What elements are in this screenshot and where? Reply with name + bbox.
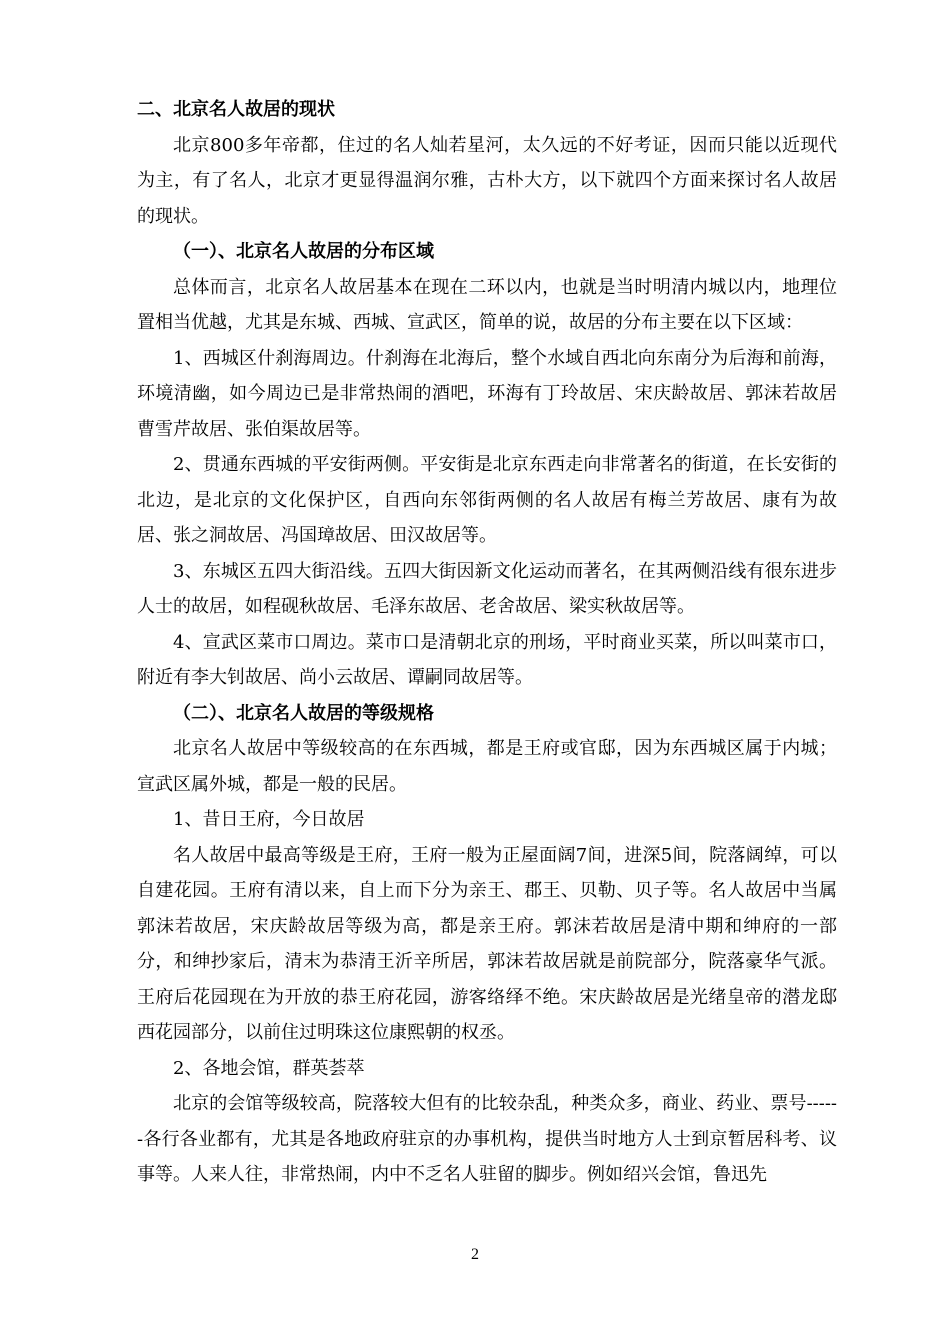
subsection-heading-grade: （二）、北京名人故居的等级规格 [173, 702, 434, 724]
grade-intro: 北京名人故居中等级较高的在东西城，都是王府或官邸，因为东西城区属于内城；宣武区属外城，都是一般的民居。 [137, 738, 837, 795]
grade-sub1-text: 名人故居中最高等级是王府，王府一般为正屋面阔7间，进深5间，院落阔绰，可以自建花园。王府有清以来，自上而下分为亲王、郡王、贝勒、贝子等。名人故居中当属郭沫若故居，宋庆龄故居等级为高，都是亲王府。郭沫若故居是清中期和绅府的一部分，和绅抄家后，清末为恭清王沂辛所居，郭沫若故居就是前院部分，院落豪华气派。王府后花园现在为开放的恭王府花园，游客络绎不绝。宋庆龄故居是光绪皇帝的潜龙邸西花园部分，以前住过明珠这位康熙朝的权丞。 [137, 844, 837, 1043]
distribution-item-3: 3、东城区五四大街沿线。五四大街因新文化运动而著名，在其两侧沿线有很东进步人士的故居，如程砚秋故居、毛泽东故居、老舍故居、梁实秋故居等。 [137, 560, 837, 617]
distribution-item-4: 4、宣武区菜市口周边。菜市口是清朝北京的刑场，平时商业买菜，所以叫菜市口，附近有李大钊故居、尚小云故居、谭嗣同故居等。 [137, 631, 837, 688]
distribution-item-1: 1、西城区什刹海周边。什刹海在北海后，整个水域自西北向东南分为后海和前海，环境清幽，如今周边已是非常热闹的酒吧，环海有丁玲故居、宋庆龄故居、郭沫若故居曹雪芹故居、张伯渠故居等。 [137, 347, 837, 440]
document-body [137, 92, 837, 1193]
grade-sub2-text: 北京的会馆等级较高，院落较大但有的比较杂乱，种类众多，商业、药业、票号------各行各业都有，尤其是各地政府驻京的办事机构，提供当时地方人士到京暂居科考、议事等。人来人往，非常热闹，内中不乏名人驻留的脚步。例如绍兴会馆，鲁迅先 [137, 1093, 837, 1185]
subsection-heading-distribution: （一）、北京名人故居的分布区域 [173, 241, 434, 262]
page-number: 2 [471, 1246, 479, 1263]
distribution-intro: 总体而言，北京名人故居基本在现在二环以内，也就是当时明清内城以内，地理位置相当优越，尤其是东城、西城、宣武区，简单的说，故居的分布主要在以下区域： [137, 276, 837, 333]
intro-paragraph: 北京800多年帝都，住过的名人灿若星河，太久远的不好考证，因而只能以近现代为主，有了名人，北京才更显得温润尔雅，古朴大方，以下就四个方面来探讨名人故居的现状。 [137, 134, 837, 227]
grade-sub1-title: 1、昔日王府，今日故居 [173, 809, 365, 830]
distribution-item-2: 2、贯通东西城的平安街两侧。平安街是北京东西走向非常著名的街道，在长安街的北边，是北京的文化保护区，自西向东邻街两侧的名人故居有梅兰芳故居、康有为故居、张之洞故居、冯国璋故居、田汉故居等。 [137, 454, 837, 546]
grade-sub2-title: 2、各地会馆，群英荟萃 [173, 1057, 365, 1079]
section-heading-main: 二、北京名人故居的现状 [137, 99, 335, 120]
